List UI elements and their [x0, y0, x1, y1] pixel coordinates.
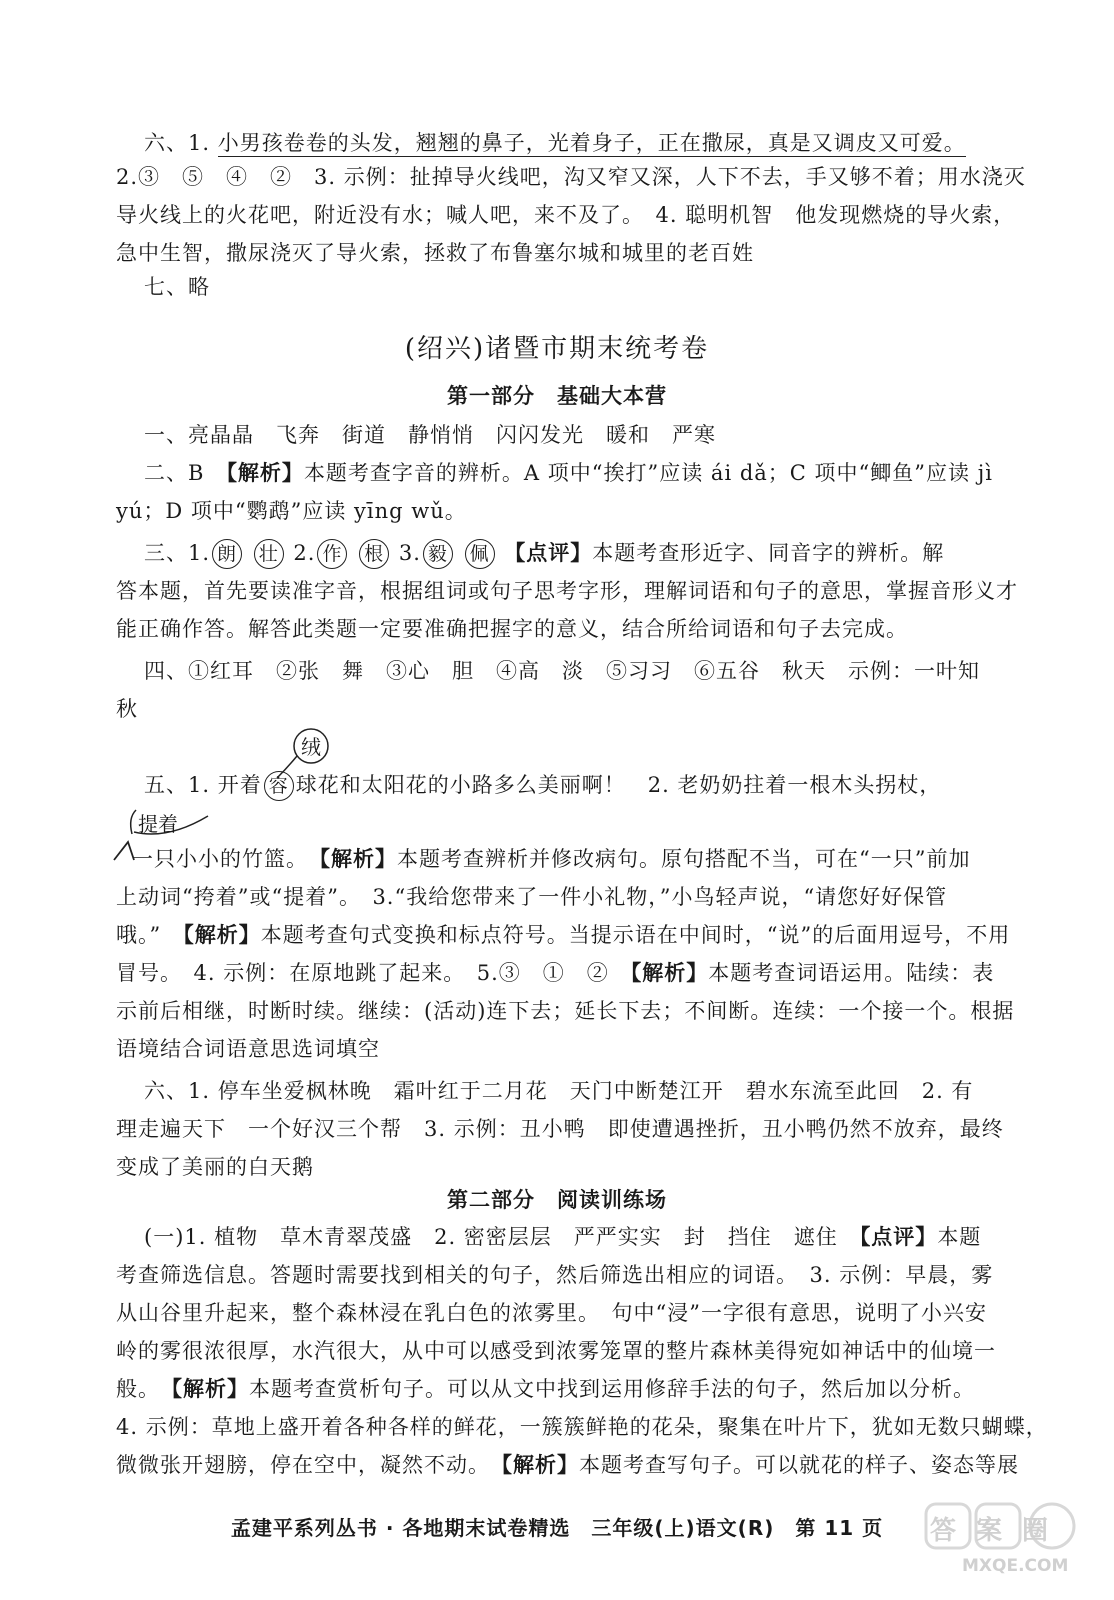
answer-text: 般。: [116, 1377, 172, 1401]
answer-text: 本题考查辨析并修改病句。原句搭配不当，可在“一只”前加: [397, 847, 971, 871]
answer-line: 理走遍天下 一个好汉三个帮 3. 示例：丑小鸭 即使遭遇挫折，丑小鸭仍然不放弃，最终: [116, 1117, 1004, 1141]
answer-line: 2.③ ⑤ ④ ② 3. 示例：扯掉导火线吧，沟又窄又深，人下不去，手又够不着；用水浇灭: [116, 165, 1026, 189]
circled-char: 根: [359, 539, 389, 569]
answer-line: [144, 1218, 998, 1256]
exam-title: (绍兴)诸暨市期末统考卷: [404, 334, 710, 364]
watermark-url: MXQE.COM: [962, 1556, 1069, 1576]
page-footer: 孟建平系列丛书 · 各地期末试卷精选 三年级(上)语文(R) 第 11 页: [230, 1516, 884, 1540]
section-heading: 第一部分 基础大本营: [447, 384, 667, 408]
answer-line: 岭的雾很浓很厚，水汽很大，从中可以感受到浓雾笼罩的整片森林美得宛如神话中的仙境一: [116, 1339, 996, 1363]
circled-char: 容: [264, 771, 294, 801]
answer-line: 导火线上的火花吧，附近没有水；喊人吧，来不及了。 4. 聪明机智 他发现燃烧的导火索，: [116, 203, 1016, 227]
comment-tag: 【点评】: [504, 540, 593, 565]
analysis-tag: 【解析】: [319, 846, 397, 871]
analysis-tag: 【解析】: [183, 922, 261, 947]
correction-text: 绒: [301, 735, 321, 759]
circled-char: 壮: [254, 539, 284, 569]
section-heading: 第二部分 阅读训练场: [447, 1188, 667, 1212]
item-number: 六、1.: [144, 131, 218, 155]
answer-line: 一、亮晶晶 飞奔 街道 静悄悄 闪闪发光 暖和 严寒: [144, 423, 716, 447]
comment-tag: 【点评】: [859, 1224, 938, 1249]
circled-char: 作: [317, 539, 347, 569]
answer-line: 示前后相继，时断时续。继续：(活动)连下去；延长下去；不间断。连续：一个接一个。根据: [116, 999, 1015, 1023]
answer-text: 冒号。 4. 示例：在原地跳了起来。 5.③ ① ②: [116, 961, 631, 985]
answer-line: 答本题，首先要读准字音，根据组词或句子思考字形，理解词语和句子的意思，掌握音形义才: [116, 579, 1018, 603]
answer-line: 从山谷里升起来，整个森林浸在乳白色的浓雾里。 句中“浸”一字很有意思，说明了小兴安: [116, 1301, 987, 1325]
answer-line: yú；D 项中“鹦鹉”应读 yīng wǔ。: [116, 499, 467, 523]
analysis-tag: 【解析】: [171, 1376, 249, 1401]
underlined-answer: 小男孩卷卷的头发，翘翘的鼻子，光着身子，正在撒尿，真是又调皮又可爱。: [217, 131, 966, 155]
item-number: 二、B: [144, 461, 227, 485]
answer-text: 本题: [937, 1225, 982, 1249]
answer-line: [116, 954, 998, 992]
answer-text: 五、1. 开着: [144, 773, 262, 797]
item-number: 2.: [293, 541, 316, 565]
answer-line: [144, 766, 998, 804]
answer-line: [116, 916, 1011, 954]
answer-line: [116, 1446, 1019, 1484]
answer-line: 语境结合词语意思选词填空: [116, 1037, 380, 1061]
answer-text: 本题考查句式变换和标点符号。当提示语在中间时，“说”的后面用逗号，不用: [260, 923, 1011, 947]
analysis-tag: 【解析】: [630, 960, 709, 985]
answer-line: 六、1. 停车坐爱枫林晚 霜叶红于二月花 天门中断楚江开 碧水东流至此回 2. 有: [144, 1079, 974, 1103]
circled-char: 朗: [212, 539, 242, 569]
item-number: 三、1.: [144, 541, 211, 565]
answer-line: 上动词“挎着”或“提着”。 3.“我给您带来了一件小礼物，”小鸟轻声说，“请您好好保管: [116, 885, 948, 909]
circled-char: 佩: [465, 539, 495, 569]
circled-char: 毅: [423, 539, 453, 569]
item-number: 3.: [398, 541, 421, 565]
answer-text: 本题考查写句子。可以就花的样子、姿态等展: [579, 1453, 1019, 1477]
answer-line: 能正确作答。解答此类题一定要准确把握字的意义，结合所给词语和句子去完成。: [116, 617, 908, 641]
answer-line: [144, 454, 998, 492]
answer-text: 本题考查赏析句子。可以从文中找到运用修辞手法的句子，然后加以分析。: [249, 1377, 975, 1401]
correction-text: 提着: [138, 812, 178, 836]
answer-text: 本题考查词语运用。陆续：表: [708, 961, 995, 985]
answer-text: 一只小小的竹篮。: [132, 847, 320, 871]
watermark-logo: [922, 1500, 1092, 1580]
answer-line: [116, 1370, 998, 1408]
answer-line: 4. 示例：草地上盛开着各种各样的鲜花，一簇簇鲜艳的花朵，聚集在叶片下，犹如无数只蝴蝶，: [116, 1415, 1048, 1439]
answer-line: 急中生智，撒尿浇灭了导火索，拯救了布鲁塞尔城和城里的老百姓: [116, 241, 754, 265]
answer-line: 秋: [116, 697, 138, 721]
answer-text: 本题考查形近字、同音字的辨析。解: [592, 541, 945, 565]
answer-text: 本题考查字音的辨析。A 项中“挨打”应读 ái dǎ；C 项中“鲫鱼”应读 jì: [303, 461, 993, 485]
answer-text: (一)1. 植物 草木青翠茂盛 2. 密密层层 严严实实 封 挡住 遮住: [144, 1225, 860, 1249]
answer-line: 四、①红耳 ②张 舞 ③心 胆 ④高 淡 ⑤习习 ⑥五谷 秋天 示例：一叶知: [144, 659, 980, 683]
answer-line: [144, 534, 998, 572]
answer-line: 变成了美丽的白天鹅: [116, 1155, 314, 1179]
watermark-text: 答案圈: [930, 1516, 1069, 1546]
answer-line: 七、略: [144, 275, 210, 299]
answer-line: [144, 124, 998, 162]
answer-line: 考查筛选信息。答题时需要找到相关的句子，然后筛选出相应的词语。 3. 示例：早晨，雾: [116, 1263, 994, 1287]
analysis-tag: 【解析】: [226, 460, 304, 485]
answer-text: 哦。”: [116, 923, 184, 947]
answer-text: 微微张开翅膀，停在空中，凝然不动。: [116, 1453, 502, 1477]
analysis-tag: 【解析】: [501, 1452, 579, 1477]
answer-text: 球花和太阳花的小路多么美丽啊！ 2. 老奶奶拄着一根木头拐杖，: [295, 773, 942, 797]
answer-line: [132, 840, 1014, 878]
